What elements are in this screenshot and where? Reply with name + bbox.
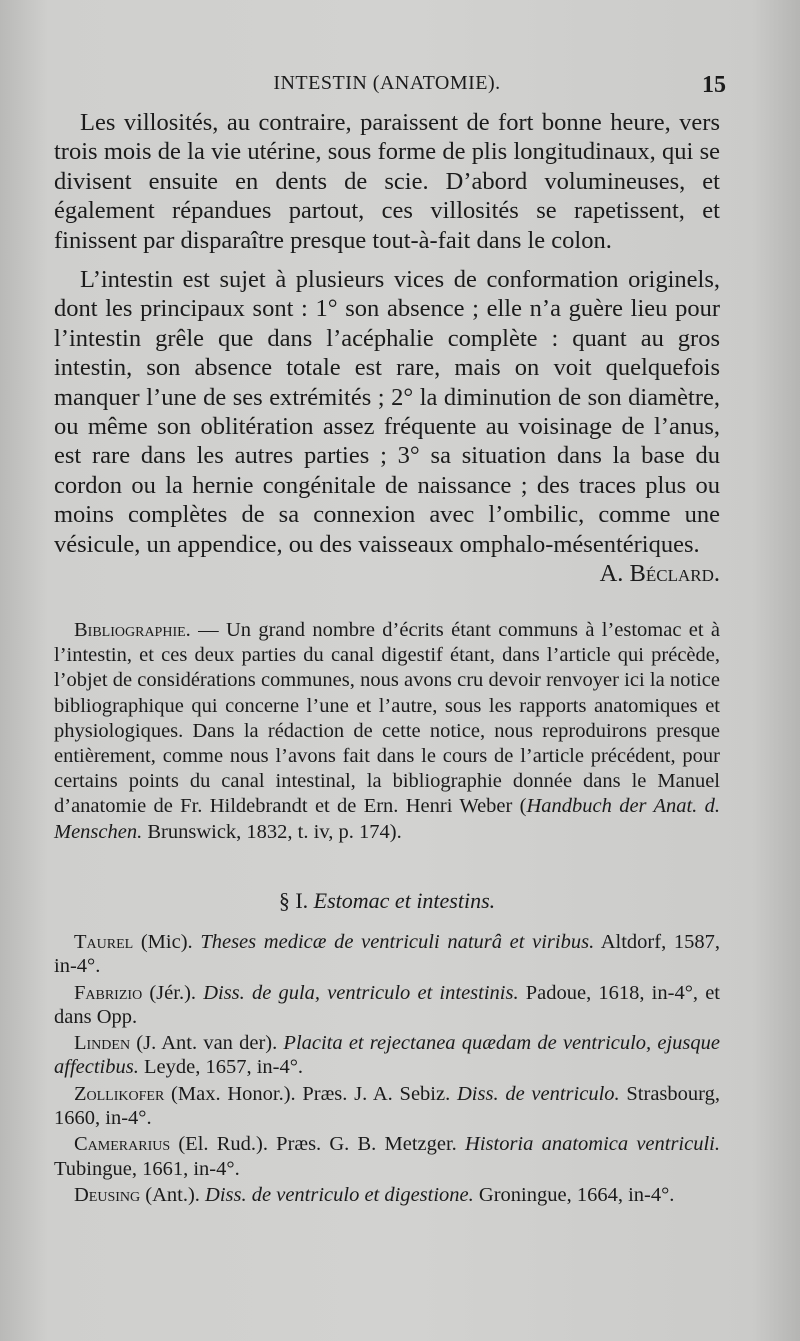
page-header bbox=[54, 72, 726, 106]
reference-list bbox=[54, 930, 720, 1209]
reference-entry: Zollikofer (Max. Honor.). Præs. J. A. Sebiz. Diss. de ventriculo. Strasbourg, 1660, in-4°. bbox=[54, 1082, 720, 1130]
paragraph-text: L’intestin est sujet à plusieurs vices de conformation originels, dont les principaux sont : 1° son absence ; elle n’a guère lieu pour l’intestin grêle que dans l’acéphalie complète : quant au gros intestin, son absence totale est rare, mais on voit quelquefois manquer l’une de ses extrémités ; 2° la diminution de son diamètre, ou même son oblitération assez fréquente au voisinage de l’anus, est rare dans les autres parties ; 3° sa situation dans la base du cordon ou la hernie congénitale de naissance ; des traces plus ou moins complètes de sa connexion avec l’ombilic, comme une vésicule, un appendice, ou des vaisseaux omphalo-mésentériques. bbox=[54, 266, 720, 558]
section-title: Estomac et intestins. bbox=[313, 888, 496, 913]
bibliography-note bbox=[54, 618, 720, 845]
paragraph-vices-conformation bbox=[54, 265, 720, 588]
reference-entry: Fabrizio (Jér.). Diss. de gula, ventriculo et intestinis. Padoue, 1618, in-4°, et dans Opp. bbox=[54, 981, 720, 1028]
section-heading bbox=[54, 888, 720, 914]
reference-entry: Linden (J. Ant. van der). Placita et rejectanea quædam de ventriculo, ejusque affectibus. Leyde, 1657, in-4°. bbox=[54, 1032, 720, 1079]
section-number: § I. bbox=[278, 888, 309, 913]
reference-entry: Taurel (Mic). Theses medicæ de ventriculi naturâ et viribus. Altdorf, 1587, in-4°. bbox=[54, 931, 721, 978]
author-signature: A. Béclard. bbox=[599, 560, 720, 588]
bibliography-label: Bibliographie. bbox=[74, 619, 191, 641]
bibliography-text: — Un grand nombre d’écrits étant communs à l’estomac et à l’intestin, et ces deux parties du canal digestif étant, dans l’article qui précède, l’objet de considérations communes, nous avons cru devoir renvoyer ici la notice bibliographique qui concerne l’une et l’autre, sous les rapports anatomiques et physiologiques. Dans la rédaction de cette notice, nous reproduirons presque entièrement, comme nous l’avons fait dans le cours de l’article précédent, pour certains points du canal intestinal, la bibliographie donnée dans le Manuel d’anatomie de Fr. Hildebrandt et de Ern. Henri Weber ( bbox=[54, 619, 720, 818]
running-head: INTESTIN (ANATOMIE). bbox=[273, 72, 501, 94]
main-text bbox=[54, 108, 720, 589]
reference-entry: Deusing (Ant.). Diss. de ventriculo et digestione. Groningue, 1664, in-4°. bbox=[74, 1183, 675, 1206]
page-number: 15 bbox=[702, 72, 726, 98]
reference-entry: Camerarius (El. Rud.). Præs. G. B. Metzger. Historia anatomica ventriculi. Tubingue, 1661, in-4°. bbox=[54, 1133, 720, 1180]
paragraph-villosites: Les villosités, au contraire, paraissent de fort bonne heure, vers trois mois de la vie utérine, sous forme de plis longitudinaux, qui se divisent ensuite en dents de scie. D’abord volumineuses, et également répandues partout, ces villosités se rapetissent, et finissent par disparaître presque tout-à-fait dans le colon. bbox=[54, 109, 720, 254]
bibliography-work-title: Handbuch der Anat. d. Menschen. bbox=[54, 795, 720, 843]
bibliography-tail: Brunswick, 1832, t. iv, p. 174). bbox=[142, 820, 402, 843]
